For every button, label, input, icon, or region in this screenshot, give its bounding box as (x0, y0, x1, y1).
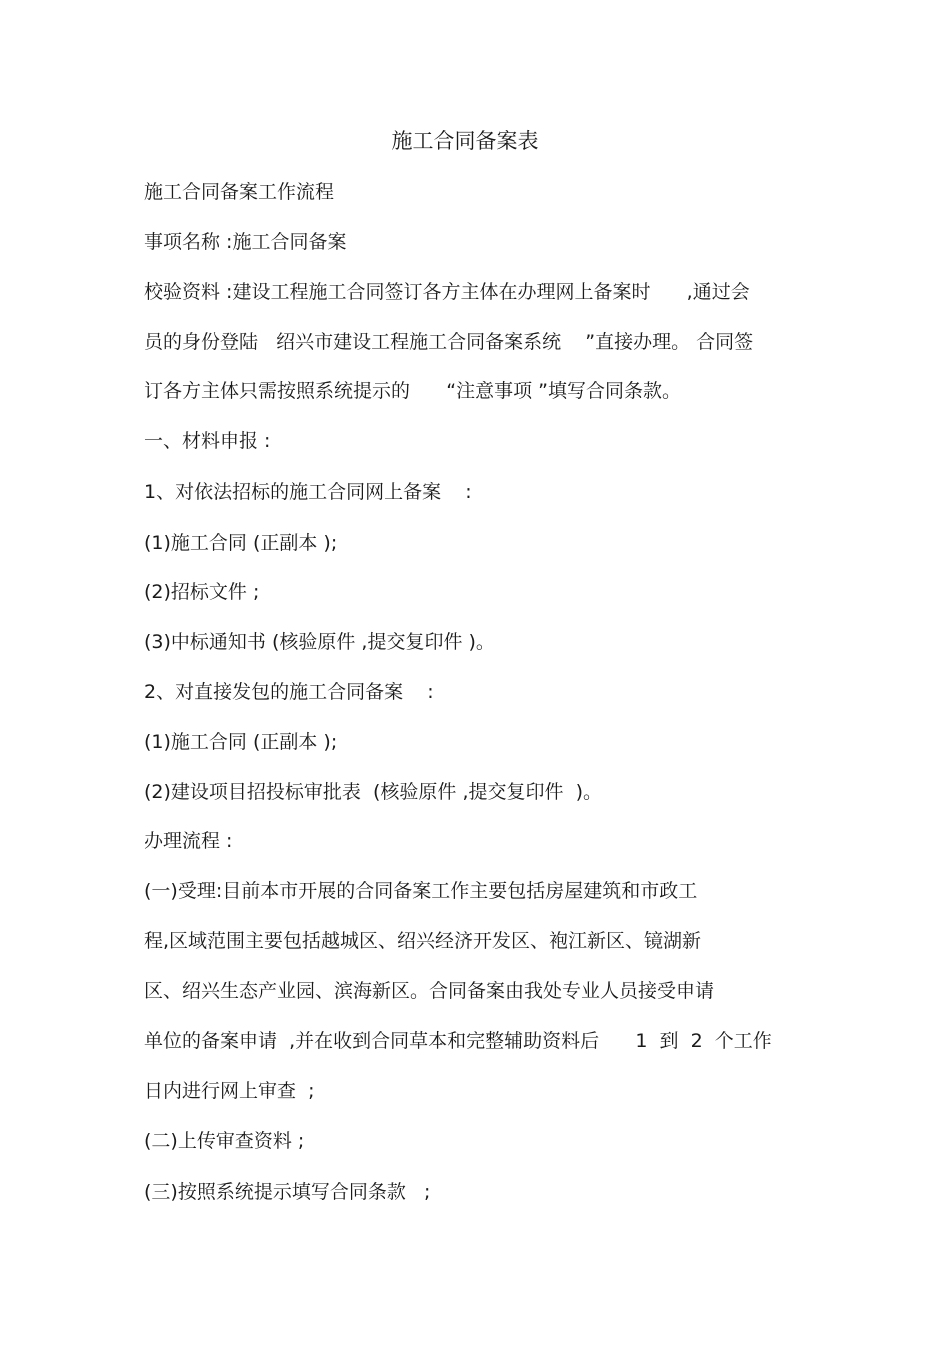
list-item: 1、对依法招标的施工合同网上备案 : (144, 481, 472, 503)
paragraph-line: 校验资料 :建设工程施工合同签订各方主体在办理网上备案时 ,通过会 (144, 281, 750, 303)
list-item: 2、对直接发包的施工合同备案 : (144, 681, 434, 703)
paragraph-line: 单位的备案申请 ,并在收到合同草本和完整辅助资料后 1 到 2 个工作 (144, 1030, 772, 1052)
list-item: (三)按照系统提示填写合同条款 ; (144, 1181, 431, 1203)
list-item: (1)施工合同 (正副本 ); (144, 532, 338, 554)
section-heading: 施工合同备案工作流程 (144, 181, 335, 203)
list-item: (2)招标文件 ; (144, 581, 260, 603)
paragraph-line: 员的身份登陆 绍兴市建设工程施工合同备案系统 ”直接办理。 合同签 (144, 331, 754, 353)
paragraph-line: 区、绍兴生态产业园、滨海新区。合同备案由我处专业人员接受申请 (144, 980, 715, 1002)
section-heading: 一、材料申报 : (144, 430, 271, 452)
paragraph-line: 事项名称 :施工合同备案 (144, 231, 347, 253)
section-heading: 办理流程 : (144, 830, 233, 852)
paragraph-line: 程,区域范围主要包括越城区、绍兴经济开发区、袍江新区、镜湖新 (144, 930, 702, 952)
list-item: (二)上传审查资料 ; (144, 1130, 305, 1152)
list-item: (2)建设项目招投标审批表 (核验原件 ,提交复印件 )。 (144, 781, 602, 803)
document-title: 施工合同备案表 (391, 129, 539, 153)
list-item: (3)中标通知书 (核验原件 ,提交复印件 )。 (144, 631, 495, 653)
paragraph-line: (一)受理:目前本市开展的合同备案工作主要包括房屋建筑和市政工 (144, 880, 698, 902)
paragraph-line: 日内进行网上审查 ; (144, 1080, 315, 1102)
paragraph-line: 订各方主体只需按照系统提示的 “注意事项 ”填写合同条款。 (144, 380, 681, 402)
list-item: (1)施工合同 (正副本 ); (144, 731, 338, 753)
